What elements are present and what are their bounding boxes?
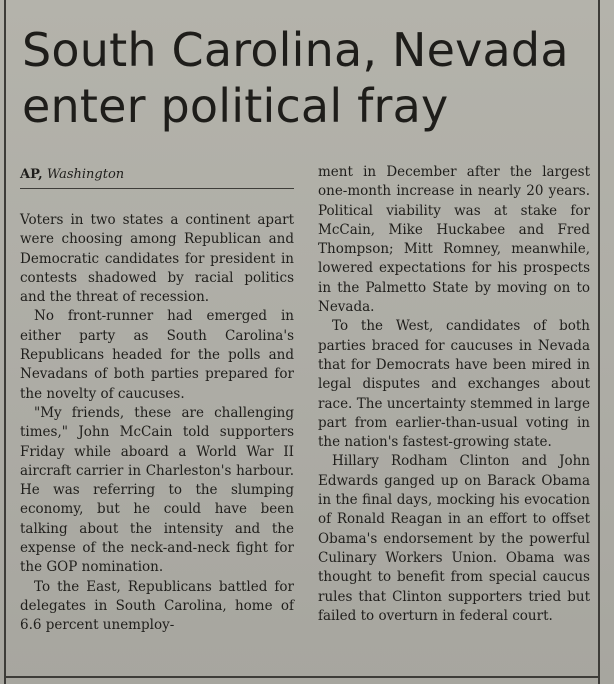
left-column-rule [4, 0, 6, 684]
article-column-right [318, 163, 590, 626]
paragraph: ment in December after the largest one-month increase in nearly 20 years. Political viability was at stake for McCain, Mike Huckabee and Fred Thompson; Mitt Romney, meanwhile, lowered expectations for his prospects in the Palmetto State by moving on to Nevada. [318, 164, 590, 316]
headline: South Carolina, Nevada enter political fray [22, 23, 569, 133]
paragraph: No front-runner had emerged in either party as South Carolina's Republicans headed for the polls and Nevadans of both parties prepared for the novelty of caucuses. [20, 308, 294, 402]
paragraph: Hillary Rodham Clinton and John Edwards ganged up on Barack Obama in the final days, mocking his evocation of Ronald Reagan in an effort to offset Obama's endorsement by the powerful Culinary Workers Union. Obama was thought to benefit from special caucus rules that Clinton supporters tried but failed to overturn in federal court. [318, 453, 590, 624]
paragraph: Voters in two states a continent apart were choosing among Republican and Democratic candidates for president in contests shadowed by racial politics and the threat of recession. [20, 212, 294, 306]
right-column-rule [598, 0, 600, 684]
bottom-rule [4, 676, 600, 678]
paragraph: "My friends, these are challenging times," John McCain told supporters Friday while aboard a World War II aircraft carrier in Charleston's harbour. He was referring to the slumping economy, but he could have been talking about the intensity and the expense of the neck-and-neck fight for the GOP nomination. [20, 404, 294, 576]
paragraph: To the West, candidates of both parties braced for caucuses in Nevada that for Democrats have been mired in legal disputes and exchanges about race. The uncertainty stemmed in large part from earlier-than-usual voting in the nation's fastest-growing state. [318, 318, 590, 451]
byline-place: Washington [46, 167, 125, 182]
byline [20, 166, 294, 189]
byline-agency: AP, [20, 167, 43, 182]
paragraph: To the East, Republicans battled for delegates in South Carolina, home of 6.6 percent unemploy- [20, 578, 294, 634]
article-column-left [20, 166, 294, 636]
